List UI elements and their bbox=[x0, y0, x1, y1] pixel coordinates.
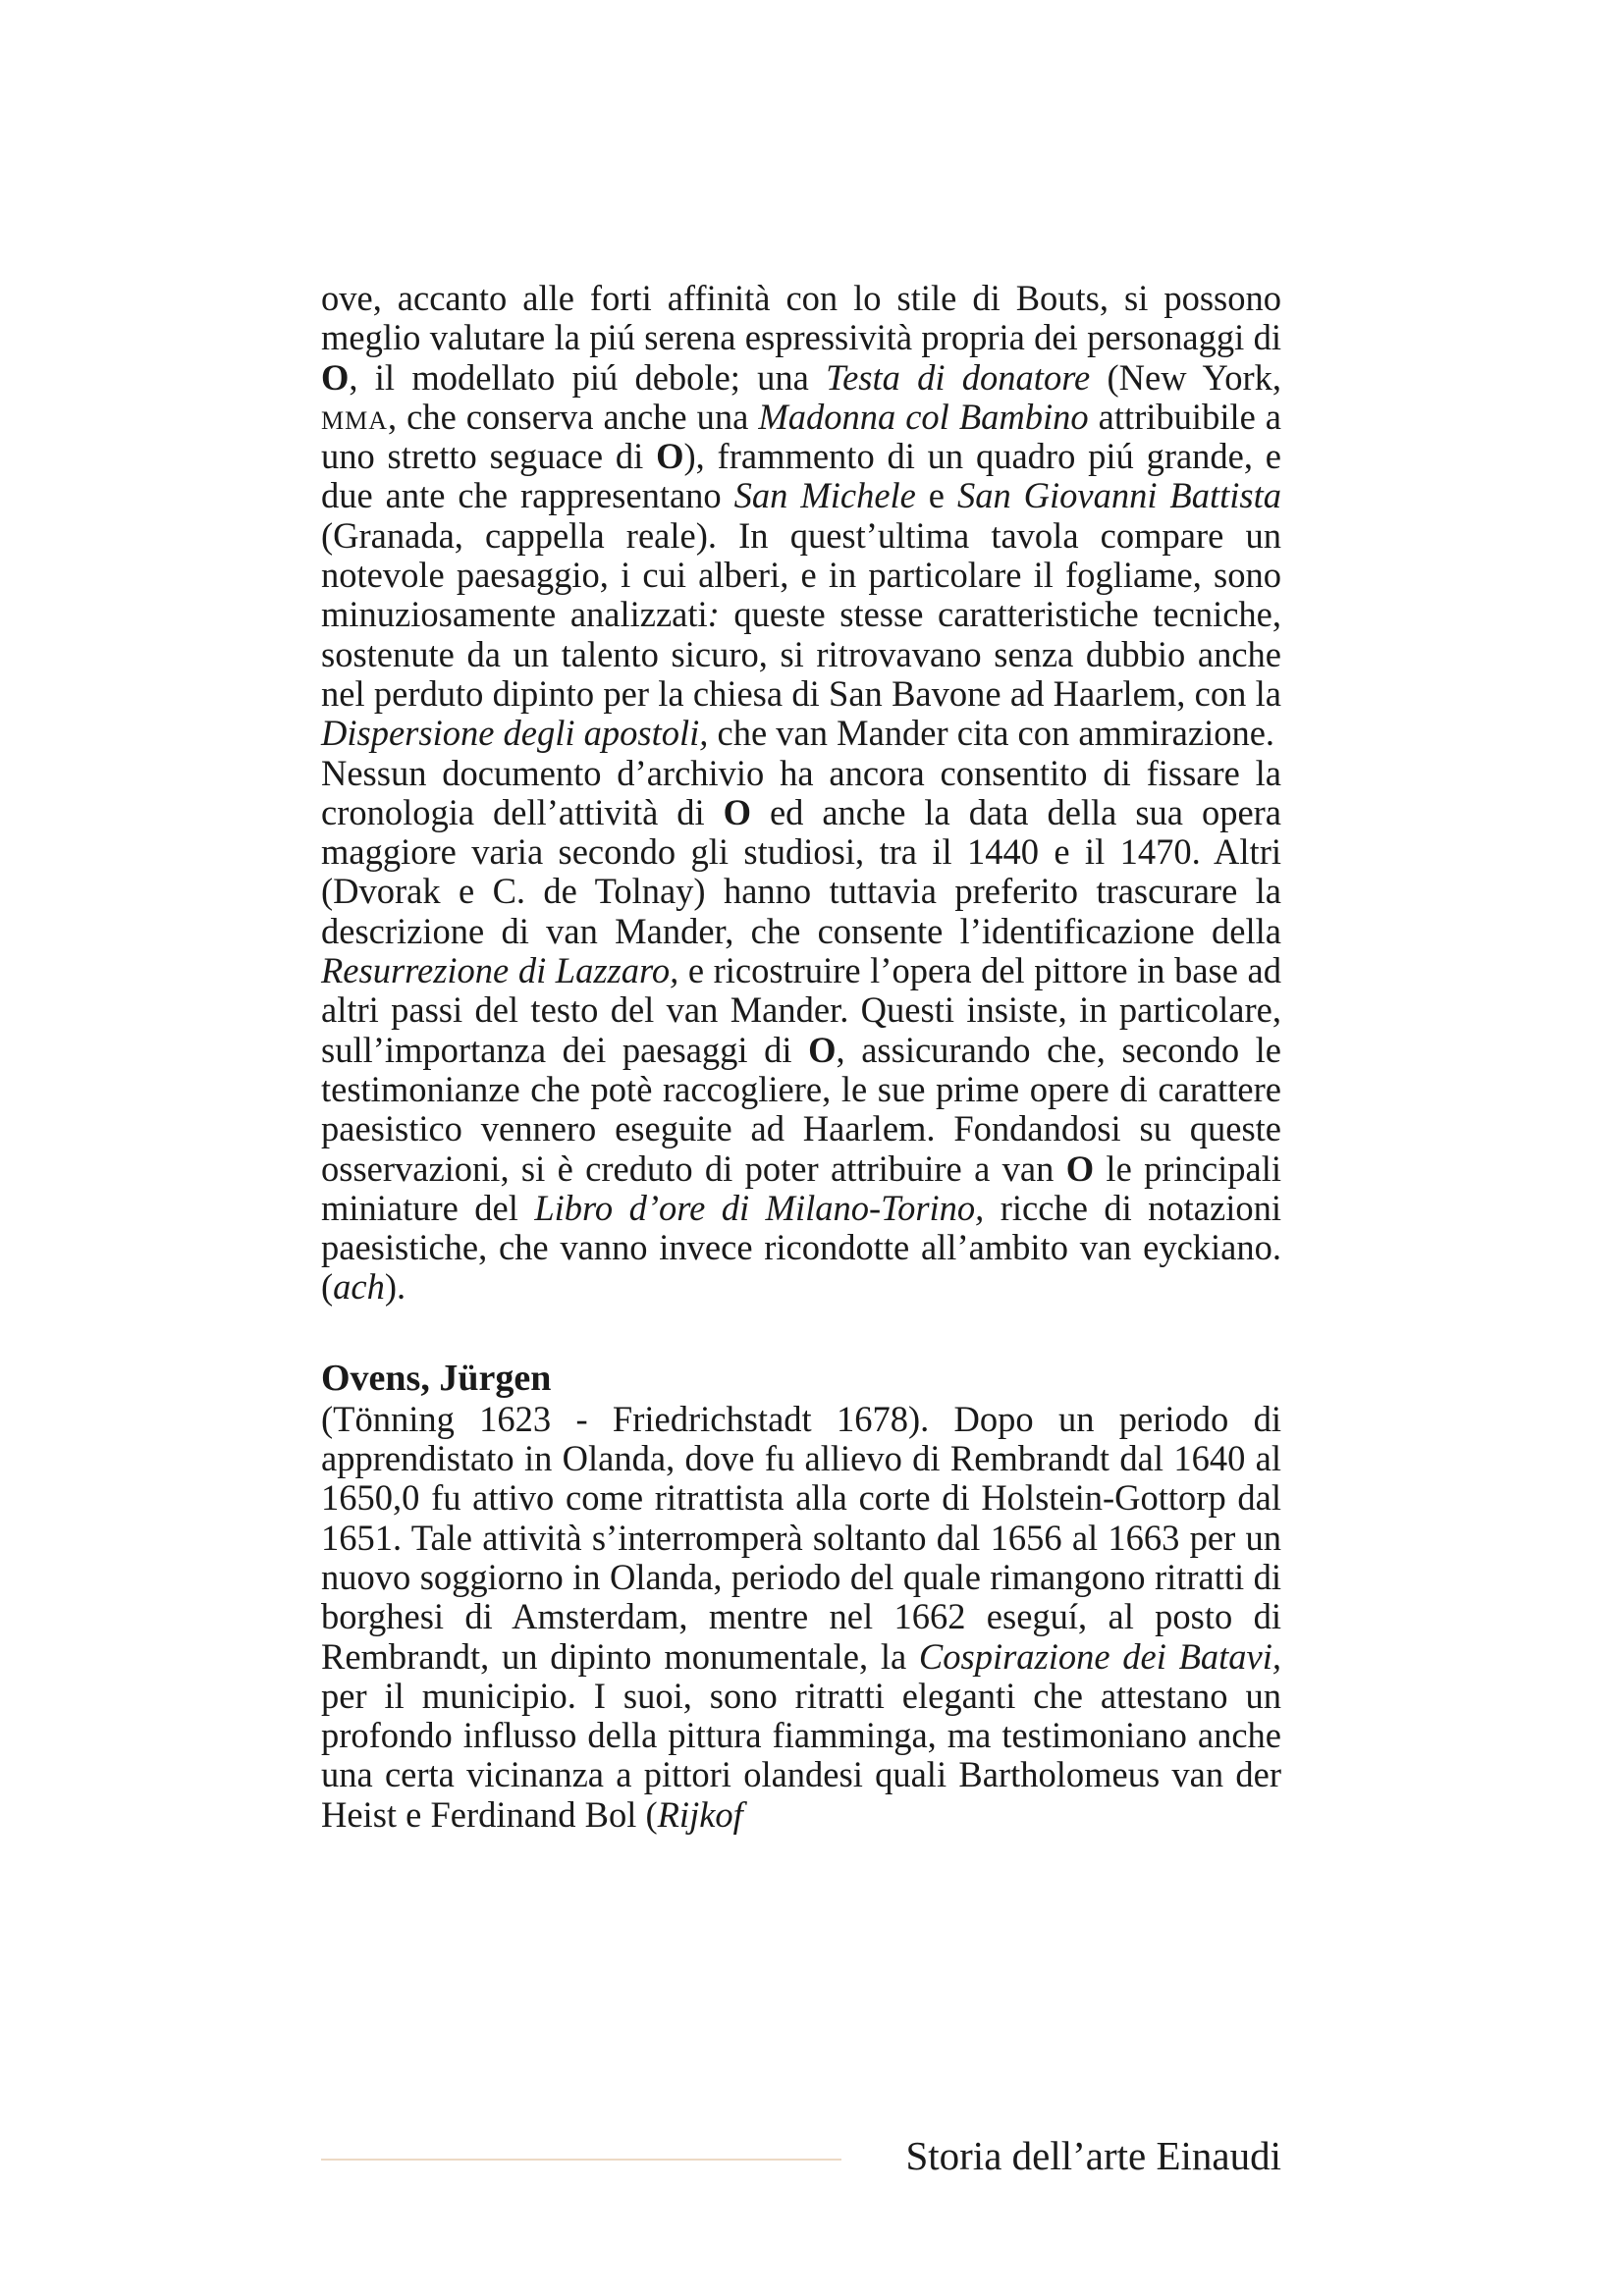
paragraph-ovens bbox=[321, 1400, 1281, 1835]
artist-initial: O bbox=[723, 791, 751, 832]
text-run: che van Mander cita con ammirazione. bbox=[708, 713, 1275, 754]
italic-title: Libro d’ore di Milano-Torino, bbox=[534, 1187, 985, 1228]
text-run: Nessun documento d’archivio ha ancora consentito di fissare la cronologia dell’attività di bbox=[321, 752, 1281, 832]
text-run: attribuibile a uno stretto seguace di bbox=[321, 396, 1281, 477]
text-run: le principali miniature del bbox=[321, 1148, 1281, 1228]
italic-title: Resurrezione di Lazzaro, bbox=[321, 950, 679, 991]
text-run: per il municipio. I suoi, sono ritratti eleganti che attestano un profondo influsso della pittura fiamminga, ma testimoniano anche una certa vicinanza a pittori olandesi quali Bartholomeus van der Heist e Ferdinand Bol ( bbox=[321, 1675, 1281, 1835]
artist-initial: O bbox=[321, 356, 350, 398]
italic-title: Rijkof bbox=[657, 1793, 743, 1835]
text-run: e ricostruire l’opera del pittore in base ad altri passi del testo del van Mander. Questi insiste, in particolare, sull’importanza dei paesaggi di bbox=[321, 950, 1281, 1070]
text-run: ). bbox=[384, 1266, 406, 1308]
text-run: (Tönning 1623 - Friedrichstadt 1678). Dopo un periodo di apprendistato in Olanda, dove fu allievo di Rembrandt dal 1640 al 1650,0 fu attivo come ritrattista alla corte di Holstein-Gottorp dal 1651. Tale attività s’interromperà soltanto dal 1656 al 1663 per un nuovo soggiorno in Olanda, periodo del quale rimangono ritratti di borghesi di Amsterdam, mentre nel 1662 eseguí, al posto di Rembrandt, un dipinto monumentale, la bbox=[321, 1398, 1281, 1677]
italic-title: San Michele bbox=[733, 475, 916, 516]
paragraph-1 bbox=[321, 279, 1281, 754]
text-run: e bbox=[915, 475, 957, 516]
footer-title: Storia dell’arte Einaudi bbox=[905, 2133, 1281, 2178]
text-run: queste stesse caratteristiche tecniche, sostenute da un talento sicuro, si ritrovavano senza dubbio anche nel perduto dipinto per la chiesa di San Bavone ad Haarlem, con la bbox=[321, 594, 1282, 714]
text-run: (Granada, cappella reale). In quest’ultima tavola compare un notevole paesaggio, i cui alberi, e in particolare il fogliame, sono minuziosamente analizzati bbox=[321, 514, 1281, 635]
text-run: , il modellato piú debole; una bbox=[349, 356, 827, 398]
text-run: (New York, bbox=[1090, 356, 1281, 398]
text-run: , assicurando che, secondo le testimonianze che potè raccogliere, le sue prime opere di carattere paesistico vennero eseguite ad Haarlem. Fondandosi su queste osservazioni, si è creduto di poter attribuire a van bbox=[321, 1029, 1281, 1189]
italic-title: San Giovanni Battista bbox=[956, 475, 1281, 516]
artist-initial: O bbox=[808, 1029, 837, 1070]
italic-title: ach bbox=[333, 1266, 385, 1308]
text-run: , che conserva anche una bbox=[388, 396, 759, 437]
text-run: ), frammento di un quadro piú grande, e due ante che rappresentano bbox=[321, 436, 1281, 516]
entry-heading-ovens: Ovens, Jürgen bbox=[321, 1357, 552, 1399]
artist-initial: O bbox=[1065, 1148, 1095, 1189]
text-run: ove, accanto alle forti affinità con lo stile di Bouts, si possono meglio valutare la piú serena espressività propria dei personaggi di bbox=[321, 278, 1281, 358]
footer-divider bbox=[321, 2159, 841, 2161]
text-run: ed anche la data della sua opera maggiore varia secondo gli studiosi, tra il 1440 e il 1470. Altri (Dvorak e C. de Tolnay) hanno tuttavia preferito trascurare la descrizione di van Mander, che consente l’identificazione della bbox=[321, 791, 1281, 951]
italic-title: Testa di donatore bbox=[826, 356, 1091, 398]
italic-title: : bbox=[707, 594, 720, 635]
artist-initial: O bbox=[656, 436, 684, 477]
paragraph-2 bbox=[321, 754, 1281, 1308]
italic-title: Dispersione degli apostoli, bbox=[321, 713, 709, 754]
italic-title: Cospirazione dei Batavi, bbox=[918, 1635, 1281, 1677]
museum-abbreviation: mma bbox=[321, 396, 389, 437]
italic-title: Madonna col Bambino bbox=[758, 396, 1089, 437]
page-body bbox=[321, 279, 1281, 1835]
text-run: ricche di notazioni paesistiche, che vanno invece ricondotte all’ambito van eyckiano. ( bbox=[321, 1187, 1281, 1308]
